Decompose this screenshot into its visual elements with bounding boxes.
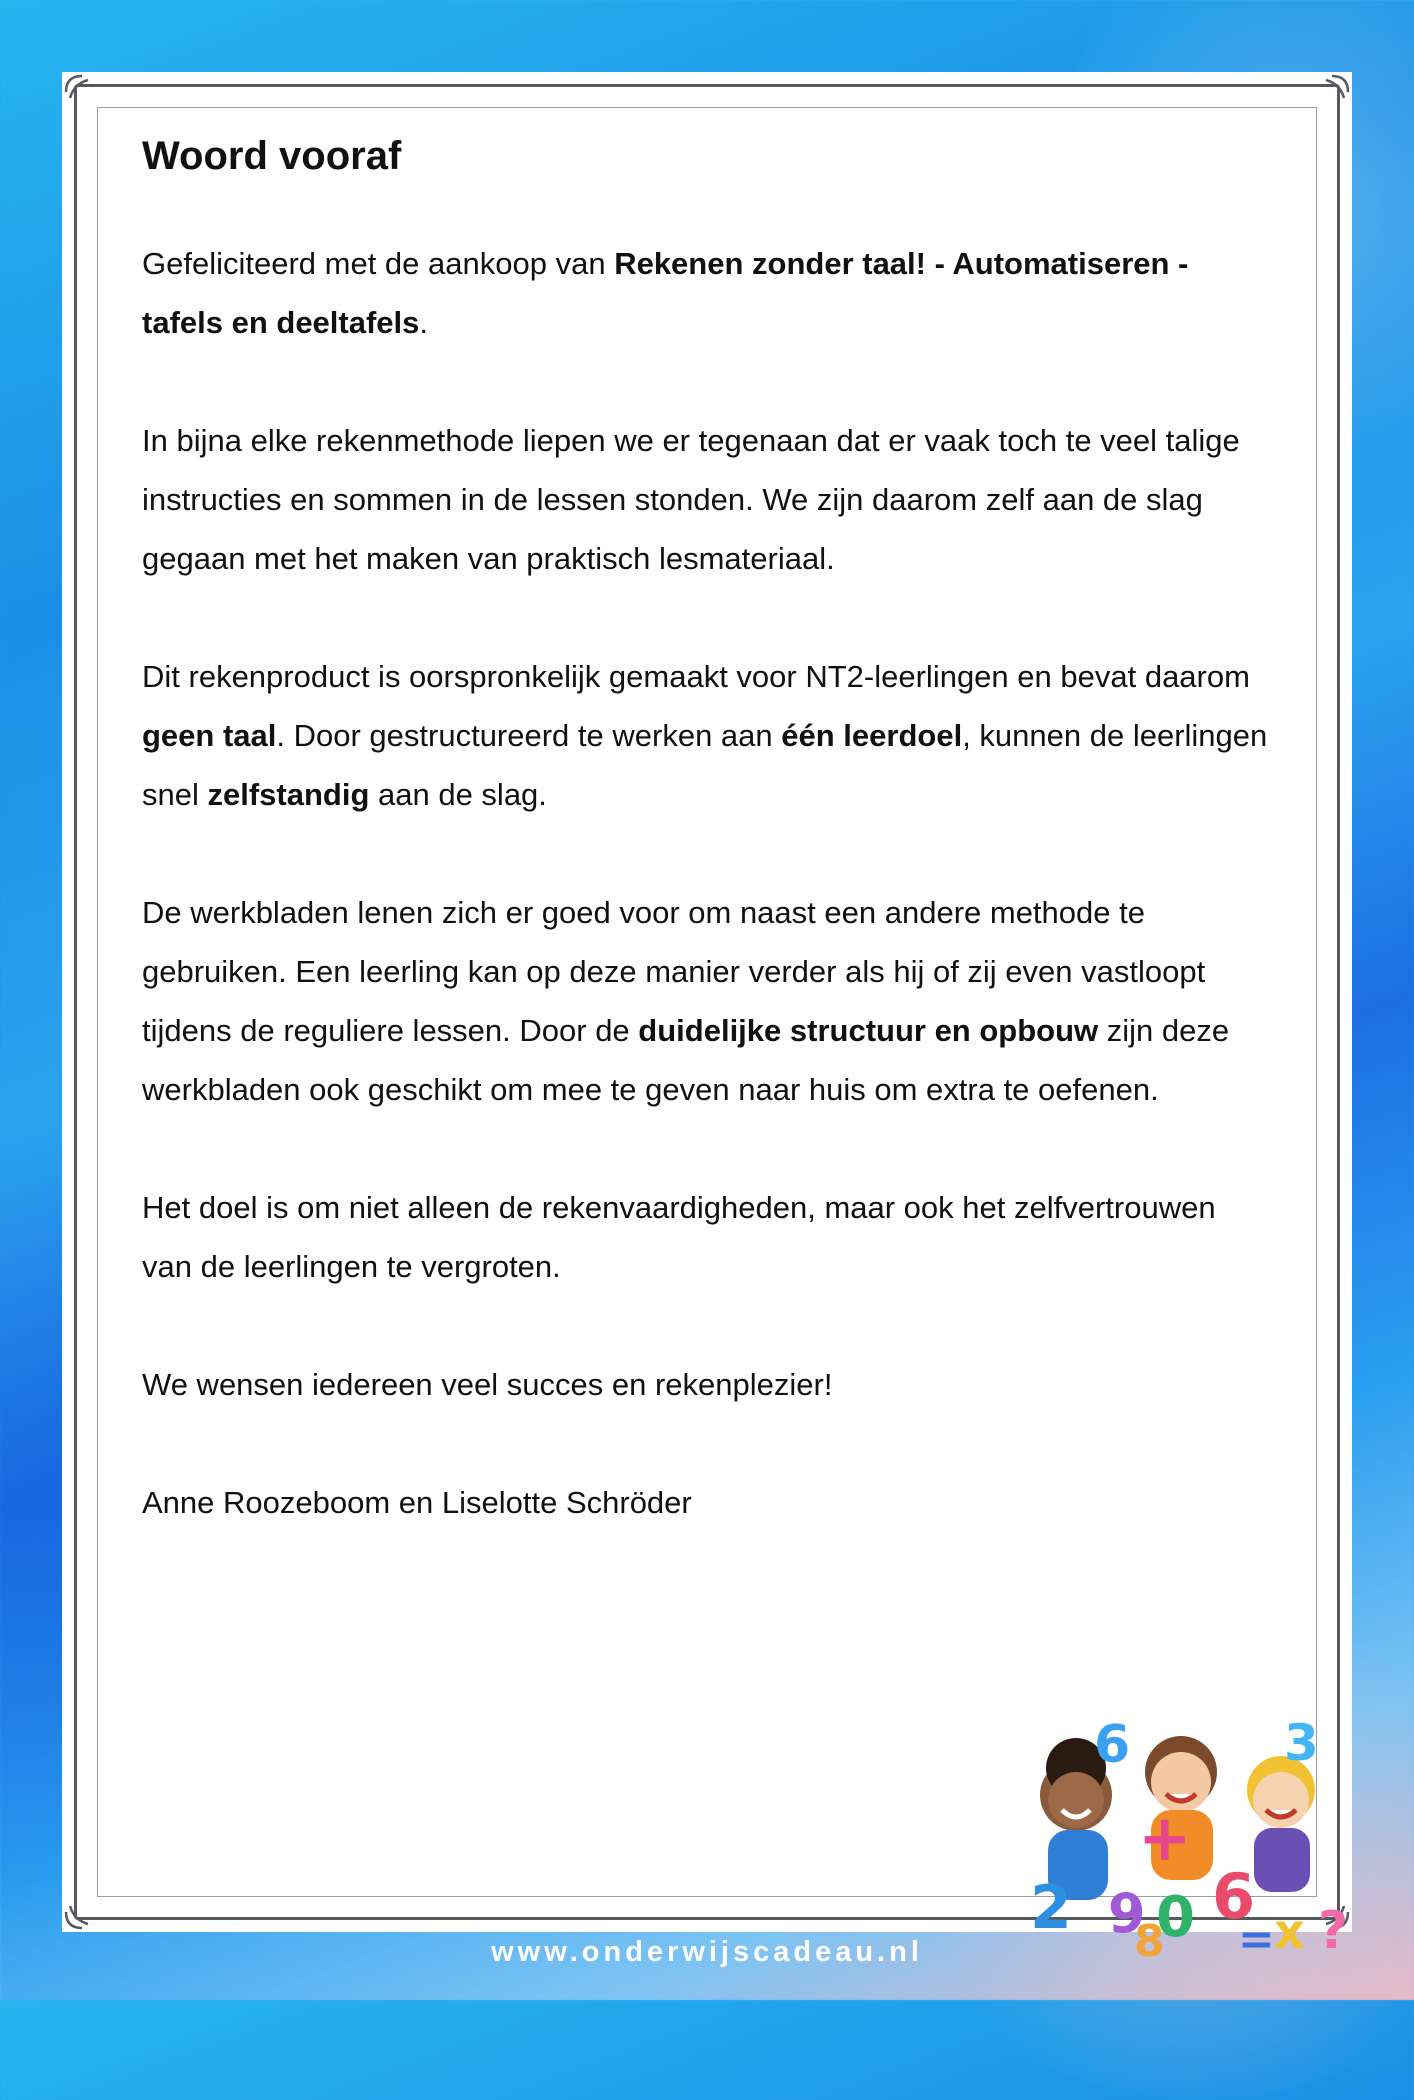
text-run: Het doel is om niet alleen de rekenvaardigheden, maar ook het zelfvertrouwen van de leerlingen te vergroten.: [142, 1190, 1216, 1284]
text-run: In bijna elke rekenmethode liepen we er tegenaan dat er vaak toch te veel talige instructies en sommen in de lessen stonden. We zijn daarom zelf aan de slag gegaan met het maken van praktisch lesmateriaal.: [142, 423, 1240, 576]
text-run: . Door gestructureerd te werken aan: [276, 718, 782, 753]
corner-ornament-icon: [62, 72, 100, 110]
text-run: Anne Roozeboom en Liselotte Schröder: [142, 1485, 692, 1520]
text-run: De werkbladen lenen zich er goed voor om naast een andere methode te gebruiken. Een leerling kan op deze manier verder als hij of zij even vastloopt tijdens de reguliere lessen. Door de: [142, 895, 1206, 1048]
text-run: zijn deze werkbladen ook geschikt om mee te geven naar huis om extra te oefenen.: [142, 1013, 1230, 1107]
illustration-number: 8: [1134, 1916, 1165, 1960]
paragraph: [142, 234, 1272, 352]
bold-text: geen taal: [142, 718, 277, 753]
bold-text: één leerdoel: [781, 718, 963, 753]
illustration-number: 0: [1156, 1885, 1195, 1950]
bold-text: zelfstandig: [207, 777, 370, 812]
document-content: [142, 132, 1272, 1591]
paragraph: [142, 883, 1272, 1119]
illustration-number: x: [1274, 1904, 1305, 1960]
text-run: , kunnen de leerlingen snel: [142, 718, 1268, 812]
paragraph: [142, 411, 1272, 588]
illustration-number: 6: [1212, 1860, 1256, 1933]
text-run: .: [419, 305, 429, 340]
paragraph: [142, 1178, 1272, 1296]
text-run: Gefeliciteerd met de aankoop van: [142, 246, 615, 281]
paragraph: [142, 647, 1272, 824]
page-title: Woord vooraf: [142, 134, 402, 178]
text-run: Dit rekenproduct is oorspronkelijk gemaakt voor NT2-leerlingen en bevat daarom: [142, 659, 1250, 694]
corner-ornament-icon: [62, 1894, 100, 1932]
illustration-number: +: [1138, 1802, 1192, 1876]
paragraph: [142, 1473, 1272, 1532]
paragraph-list: [142, 234, 1272, 1532]
paragraph: [142, 1355, 1272, 1414]
illustration-number: ?: [1318, 1901, 1349, 1960]
illustration-number: 2: [1030, 1873, 1072, 1943]
text-run: We wensen iedereen veel succes en rekenplezier!: [142, 1367, 833, 1402]
bold-text: duidelijke structuur en opbouw: [638, 1013, 1099, 1048]
footer-url[interactable]: www.onderwijscadeau.nl: [491, 1936, 923, 1968]
corner-ornament-icon: [1314, 72, 1352, 110]
children-numbers-illustration: [1016, 1710, 1366, 1960]
illustration-number: 6: [1094, 1715, 1131, 1775]
bold-text: Rekenen zonder taal! - Automatiseren - tafels en deeltafels: [142, 246, 1189, 340]
illustration-number: =: [1238, 1914, 1275, 1960]
illustration-number: 3: [1284, 1714, 1319, 1772]
text-run: aan de slag.: [369, 777, 547, 812]
illustration-number: 9: [1108, 1882, 1146, 1945]
